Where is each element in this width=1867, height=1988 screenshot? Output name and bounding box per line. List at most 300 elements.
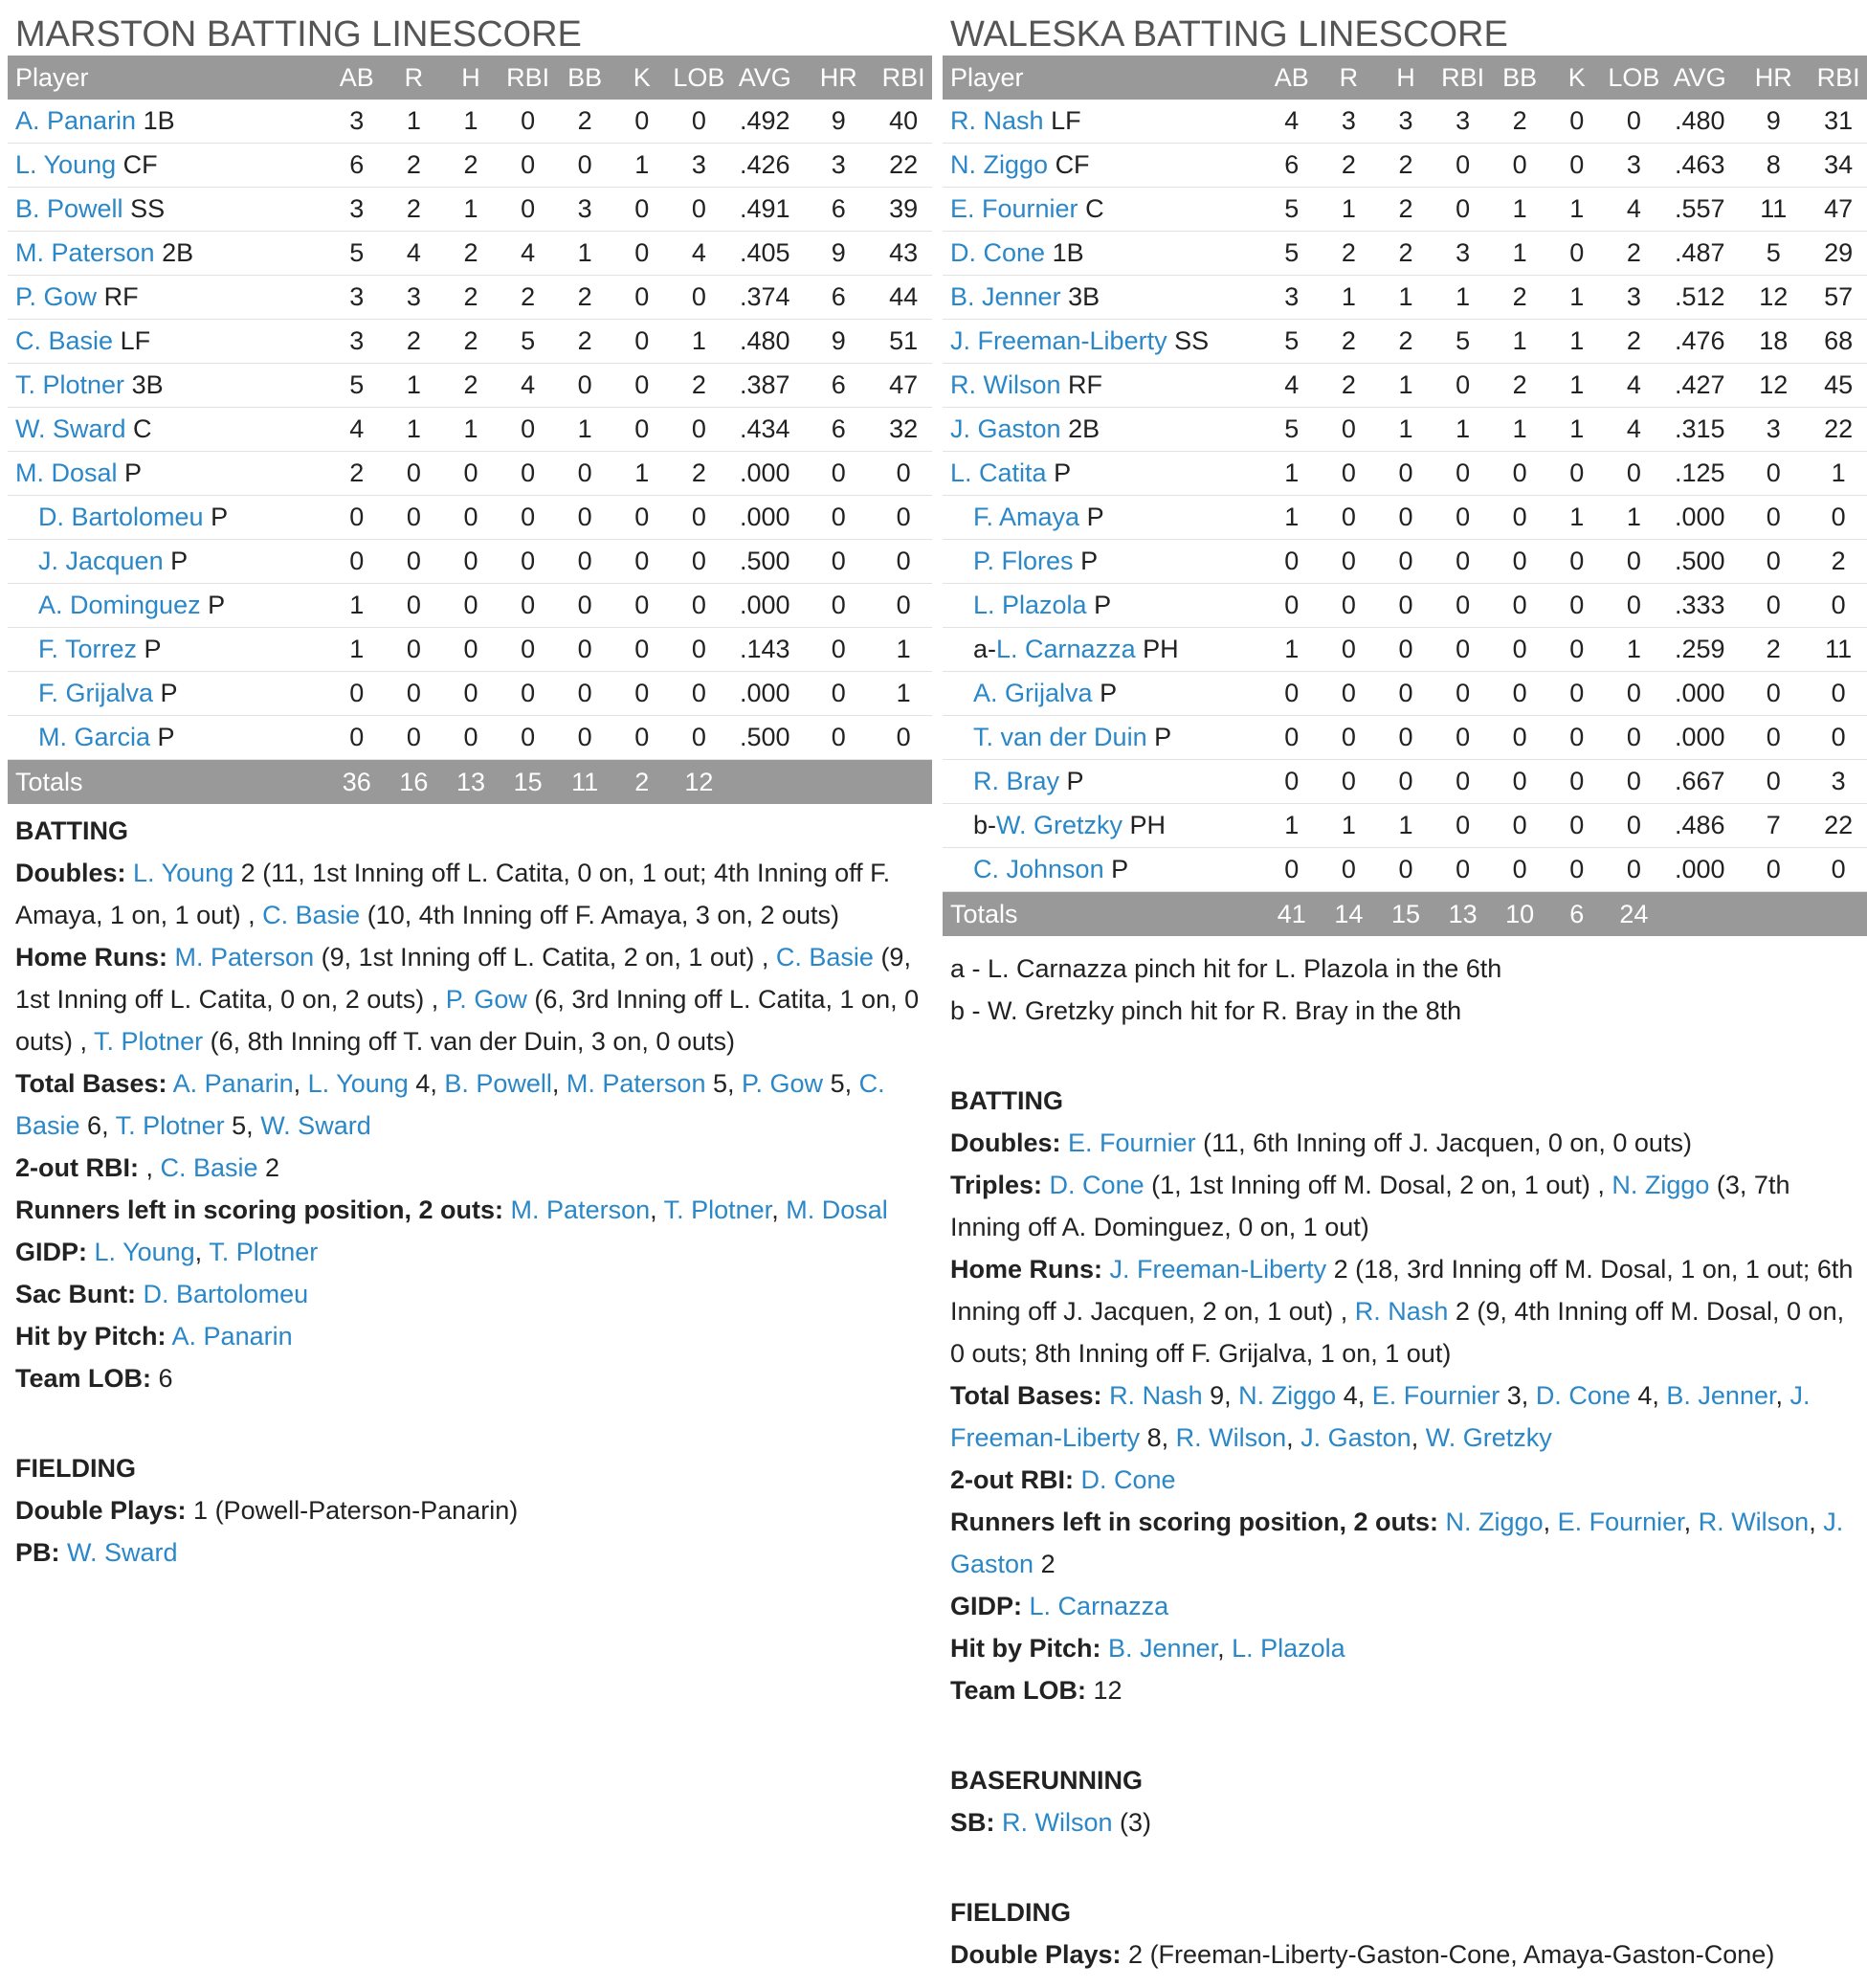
- stat-text: 4,: [1336, 1381, 1372, 1410]
- table-row: [943, 452, 1867, 496]
- player-position: RF: [1068, 370, 1103, 399]
- stat-cell: 0: [1434, 496, 1492, 540]
- player-link[interactable]: N. Ziggo: [1445, 1508, 1544, 1536]
- player-link[interactable]: L. Young: [307, 1069, 409, 1098]
- stat-cell: 5: [1263, 188, 1321, 232]
- batting-linescore-table: [943, 56, 1867, 936]
- stat-cell: 1: [1606, 628, 1663, 672]
- player-link[interactable]: B. Jenner: [1108, 1634, 1218, 1663]
- stat-cell: 4: [1263, 364, 1321, 408]
- stat-cell: .480: [727, 320, 802, 364]
- stat-text: [1042, 1171, 1050, 1199]
- stat-cell: 0: [1377, 716, 1434, 760]
- stat-cell: 9: [802, 232, 875, 276]
- stat-cell: 2: [671, 364, 728, 408]
- stat-cell: 0: [1434, 540, 1492, 584]
- player-cell: [943, 408, 1263, 452]
- stat-cell: 0: [1377, 848, 1434, 892]
- table-row: [943, 144, 1867, 188]
- stat-cell: 0: [1434, 672, 1492, 716]
- table-row: [8, 672, 932, 716]
- player-position: SS: [1174, 326, 1210, 355]
- table-row: [943, 628, 1867, 672]
- stat-text: (9, 1st Inning off L. Catita, 0 on, 2 outs) ,: [15, 943, 911, 1014]
- stat-cell: 0: [613, 320, 671, 364]
- stat-cell: 6: [328, 144, 386, 188]
- stat-cell: 0: [442, 628, 500, 672]
- column-header-r: R: [1321, 56, 1378, 100]
- stat-cell: 0: [671, 584, 728, 628]
- stat-text: ,: [771, 1195, 787, 1224]
- stat-cell: 0: [386, 716, 443, 760]
- stat-text: [60, 1538, 68, 1567]
- player-link[interactable]: E. Fournier: [1068, 1128, 1196, 1157]
- stat-line: [950, 1669, 1859, 1711]
- player-link[interactable]: M. Dosal: [15, 458, 118, 487]
- stat-text: [1102, 1255, 1110, 1284]
- table-row: [8, 452, 932, 496]
- player-link[interactable]: E. Fournier: [950, 194, 1078, 223]
- stat-line: [15, 1489, 924, 1531]
- stat-cell: 40: [875, 100, 932, 144]
- stat-cell: .000: [727, 584, 802, 628]
- stat-cell: 0: [386, 540, 443, 584]
- stat-cell: 2: [442, 320, 500, 364]
- player-cell: [8, 716, 328, 760]
- table-row: [8, 320, 932, 364]
- player-link[interactable]: R. Wilson: [1002, 1808, 1113, 1837]
- stat-cell: 1: [1548, 408, 1606, 452]
- header-row: [8, 56, 932, 100]
- stat-cell: 0: [671, 716, 728, 760]
- player-cell: [943, 276, 1263, 320]
- totals-cell: 2: [613, 760, 671, 805]
- stat-cell: 0: [386, 584, 443, 628]
- player-link[interactable]: F. Grijalva: [38, 679, 154, 707]
- player-link[interactable]: A. Panarin: [172, 1069, 294, 1098]
- player-cell: [943, 628, 1263, 672]
- stat-cell: 0: [802, 452, 875, 496]
- totals-cell: 15: [1377, 892, 1434, 937]
- stat-cell: 1: [613, 452, 671, 496]
- column-header-rbi: RBI: [875, 56, 932, 100]
- player-link[interactable]: W. Gretzky: [1425, 1423, 1552, 1452]
- stat-text: 5,: [224, 1111, 261, 1140]
- player-link[interactable]: J. Jacquen: [38, 547, 164, 575]
- stat-cell: 29: [1810, 232, 1867, 276]
- stat-cell: 0: [671, 100, 728, 144]
- player-link[interactable]: T. Plotner: [94, 1027, 204, 1056]
- stat-cell: 0: [875, 540, 932, 584]
- stat-label: Home Runs:: [950, 1255, 1103, 1284]
- stat-cell: 0: [1548, 232, 1606, 276]
- stat-cell: 0: [1321, 848, 1378, 892]
- stat-cell: 0: [1434, 188, 1492, 232]
- spacer: [950, 1032, 1859, 1074]
- stat-cell: 0: [500, 188, 557, 232]
- stat-line: [950, 1164, 1859, 1248]
- player-link[interactable]: M. Paterson: [174, 943, 315, 972]
- stat-cell: 5: [500, 320, 557, 364]
- stat-cell: 0: [1491, 584, 1548, 628]
- player-position: CF: [1055, 150, 1090, 179]
- player-link[interactable]: L. Plazola: [1232, 1634, 1345, 1663]
- totals-cell: [1662, 892, 1737, 937]
- stat-cell: 4: [500, 364, 557, 408]
- stat-cell: 0: [500, 628, 557, 672]
- stat-text: ,: [1683, 1508, 1699, 1536]
- stat-line: [15, 852, 924, 936]
- stat-cell: 0: [328, 496, 386, 540]
- stat-cell: 6: [1263, 144, 1321, 188]
- player-position: SS: [130, 194, 166, 223]
- stat-cell: 2: [1377, 144, 1434, 188]
- stat-cell: 0: [802, 584, 875, 628]
- stat-cell: 4: [500, 232, 557, 276]
- section-title: BATTING: [15, 816, 128, 845]
- player-cell: [8, 144, 328, 188]
- stat-cell: 0: [1491, 540, 1548, 584]
- stat-cell: 0: [500, 672, 557, 716]
- stat-cell: 0: [671, 408, 728, 452]
- stat-cell: 5: [1263, 408, 1321, 452]
- stat-cell: 5: [328, 364, 386, 408]
- stat-text: 5,: [705, 1069, 742, 1098]
- stat-cell: 0: [1548, 584, 1606, 628]
- marston-column: [8, 0, 932, 1574]
- player-link[interactable]: B. Jenner: [950, 282, 1061, 311]
- stat-cell: 0: [1548, 100, 1606, 144]
- stat-text: [503, 1195, 511, 1224]
- stat-cell: .667: [1662, 760, 1737, 804]
- player-link[interactable]: P. Gow: [445, 985, 527, 1014]
- player-link[interactable]: A. Panarin: [15, 106, 137, 135]
- player-link[interactable]: P. Gow: [742, 1069, 824, 1098]
- stat-cell: 0: [500, 540, 557, 584]
- stat-cell: 2: [1491, 100, 1548, 144]
- stat-cell: 0: [1810, 672, 1867, 716]
- stat-text: [1074, 1465, 1081, 1494]
- stat-text: (9, 1st Inning off L. Catita, 2 on, 1 out) ,: [314, 943, 776, 972]
- stat-cell: 3: [1434, 100, 1492, 144]
- stat-cell: 1: [328, 628, 386, 672]
- player-link[interactable]: T. van der Duin: [973, 723, 1147, 751]
- player-link[interactable]: P. Gow: [15, 282, 98, 311]
- batting-linescore-table: [8, 56, 932, 804]
- stat-label: PB:: [15, 1538, 60, 1567]
- table-row: [8, 364, 932, 408]
- player-link[interactable]: N. Ziggo: [950, 150, 1049, 179]
- stat-cell: 0: [802, 672, 875, 716]
- stat-cell: 1: [1491, 320, 1548, 364]
- player-link[interactable]: W. Sward: [67, 1538, 178, 1567]
- player-link[interactable]: D. Cone: [1049, 1171, 1145, 1199]
- stat-cell: 0: [556, 672, 613, 716]
- stat-cell: 0: [386, 672, 443, 716]
- player-link[interactable]: C. Basie: [15, 1069, 885, 1140]
- stat-cell: 1: [875, 628, 932, 672]
- player-link[interactable]: F. Amaya: [973, 503, 1080, 531]
- stat-cell: 0: [1548, 540, 1606, 584]
- stat-cell: 9: [802, 100, 875, 144]
- player-link[interactable]: E. Fournier: [1557, 1508, 1684, 1536]
- player-cell: [943, 320, 1263, 364]
- player-link[interactable]: R. Wilson: [1175, 1423, 1287, 1452]
- player-link[interactable]: B. Jenner: [1666, 1381, 1776, 1410]
- stat-cell: .000: [1662, 496, 1737, 540]
- player-position: PH: [1129, 811, 1167, 839]
- stat-cell: 0: [1263, 716, 1321, 760]
- stat-cell: 0: [328, 716, 386, 760]
- player-link[interactable]: D. Cone: [1080, 1465, 1176, 1494]
- stat-cell: 0: [500, 408, 557, 452]
- stat-cell: 1: [1548, 320, 1606, 364]
- player-link[interactable]: A. Panarin: [171, 1322, 293, 1351]
- table-row: [8, 496, 932, 540]
- stat-cell: 3: [1434, 232, 1492, 276]
- stat-cell: 0: [802, 716, 875, 760]
- player-cell: [8, 672, 328, 716]
- player-link[interactable]: C. Basie: [775, 943, 874, 972]
- player-link[interactable]: L. Carnazza: [1029, 1592, 1169, 1620]
- stat-cell: 0: [1606, 848, 1663, 892]
- player-link[interactable]: W. Sward: [15, 414, 126, 443]
- player-link[interactable]: J. Gaston: [1300, 1423, 1411, 1452]
- player-link[interactable]: T. Plotner: [15, 370, 125, 399]
- stat-label: Hit by Pitch:: [15, 1322, 167, 1351]
- player-position: C: [133, 414, 152, 443]
- stat-cell: 0: [1434, 848, 1492, 892]
- table-row: [943, 364, 1867, 408]
- stat-cell: 0: [1737, 540, 1810, 584]
- table-row: [8, 100, 932, 144]
- stat-text: [136, 1280, 144, 1308]
- table-row: [943, 716, 1867, 760]
- stat-cell: 8: [1737, 144, 1810, 188]
- stat-cell: 0: [1737, 848, 1810, 892]
- player-link[interactable]: B. Powell: [444, 1069, 552, 1098]
- stat-cell: 0: [802, 540, 875, 584]
- player-cell: [943, 716, 1263, 760]
- stat-cell: 2: [1377, 320, 1434, 364]
- player-link[interactable]: M. Paterson: [15, 238, 155, 267]
- player-link[interactable]: L. Plazola: [973, 591, 1087, 619]
- stat-cell: 0: [442, 716, 500, 760]
- stat-cell: 0: [386, 628, 443, 672]
- player-position: P: [1054, 458, 1072, 487]
- stat-cell: .000: [1662, 848, 1737, 892]
- stat-cell: 0: [1434, 628, 1492, 672]
- stat-cell: 3: [386, 276, 443, 320]
- stat-cell: 1: [671, 320, 728, 364]
- stat-cell: 0: [1810, 716, 1867, 760]
- stat-cell: 0: [442, 452, 500, 496]
- player-link[interactable]: J. Freeman-Liberty: [1109, 1255, 1327, 1284]
- player-link[interactable]: L. Young: [15, 150, 117, 179]
- player-link[interactable]: L. Young: [94, 1238, 195, 1266]
- stat-cell: 1: [442, 188, 500, 232]
- player-link[interactable]: E. Fournier: [1371, 1381, 1500, 1410]
- player-link[interactable]: A. Grijalva: [973, 679, 1093, 707]
- stat-cell: .500: [727, 540, 802, 584]
- player-link[interactable]: D. Bartolomeu: [38, 503, 204, 531]
- player-link[interactable]: R. Wilson: [950, 370, 1061, 399]
- stat-cell: .557: [1662, 188, 1737, 232]
- player-position: P: [157, 723, 175, 751]
- stat-cell: 0: [1263, 672, 1321, 716]
- stat-cell: 0: [1491, 144, 1548, 188]
- stat-cell: 0: [1377, 628, 1434, 672]
- stat-text: ,: [551, 1069, 567, 1098]
- stat-cell: 47: [875, 364, 932, 408]
- team-title: MARSTON BATTING LINESCORE: [15, 14, 582, 55]
- stat-cell: 4: [671, 232, 728, 276]
- stat-cell: 0: [671, 496, 728, 540]
- player-link[interactable]: J. Freeman-Liberty: [950, 326, 1167, 355]
- sub-prefix: b-: [973, 811, 997, 839]
- player-link[interactable]: J. Gaston: [950, 414, 1061, 443]
- player-link[interactable]: D. Cone: [1535, 1381, 1631, 1410]
- stat-cell: 0: [613, 496, 671, 540]
- stat-cell: .486: [1662, 804, 1737, 848]
- player-position: P: [144, 635, 162, 663]
- stat-cell: 1: [1548, 188, 1606, 232]
- player-link[interactable]: J. Gaston: [950, 1508, 1844, 1578]
- player-link[interactable]: W. Gretzky: [996, 811, 1123, 839]
- player-link[interactable]: C. Basie: [262, 901, 361, 929]
- player-link[interactable]: T. Plotner: [115, 1111, 225, 1140]
- stat-text: ,: [650, 1195, 664, 1224]
- stat-text: 2 (9, 4th Inning off M. Dosal, 0 on, 0 outs; 8th Inning off F. Grijalva, 1 on, 1 out): [950, 1297, 1845, 1368]
- player-link[interactable]: F. Torrez: [38, 635, 138, 663]
- player-link[interactable]: C. Johnson: [973, 855, 1104, 883]
- stat-cell: 5: [1737, 232, 1810, 276]
- stat-text: [1438, 1508, 1446, 1536]
- stat-cell: 51: [875, 320, 932, 364]
- player-link[interactable]: D. Bartolomeu: [143, 1280, 309, 1308]
- stat-text: 2 (18, 3rd Inning off M. Dosal, 1 on, 1 out; 6th Inning off J. Jacquen, 2 on, 1 out) ,: [950, 1255, 1854, 1326]
- player-link[interactable]: A. Dominguez: [38, 591, 201, 619]
- table-body: [943, 100, 1867, 936]
- table-row: [943, 188, 1867, 232]
- stat-cell: 0: [1491, 760, 1548, 804]
- stat-text: 6,: [79, 1111, 116, 1140]
- stat-text: [1101, 1634, 1109, 1663]
- player-link[interactable]: L. Catita: [950, 458, 1047, 487]
- player-link[interactable]: J. Freeman-Liberty: [950, 1381, 1811, 1452]
- player-link[interactable]: R. Nash: [950, 106, 1044, 135]
- table-row: [943, 232, 1867, 276]
- game-notes: [943, 1080, 1867, 1976]
- player-link[interactable]: M. Garcia: [38, 723, 151, 751]
- player-link[interactable]: R. Wilson: [1698, 1508, 1810, 1536]
- player-position: LF: [120, 326, 151, 355]
- player-cell: [8, 232, 328, 276]
- player-link[interactable]: M. Paterson: [510, 1195, 651, 1224]
- notes-section-fielding: [8, 1447, 932, 1574]
- stat-label: Doubles:: [950, 1128, 1061, 1157]
- stat-cell: .492: [727, 100, 802, 144]
- totals-cell: 36: [328, 760, 386, 805]
- stat-text: (3, 7th Inning off A. Dominguez, 0 on, 1 out): [950, 1171, 1790, 1241]
- stat-line: [15, 1189, 924, 1231]
- player-link[interactable]: N. Ziggo: [1238, 1381, 1337, 1410]
- stat-cell: 0: [1491, 848, 1548, 892]
- stat-cell: 0: [442, 496, 500, 540]
- stat-line: [950, 1501, 1859, 1585]
- player-position: P: [160, 679, 178, 707]
- player-link[interactable]: M. Dosal: [786, 1195, 888, 1224]
- player-link[interactable]: R. Nash: [1354, 1297, 1449, 1326]
- stat-cell: 0: [1606, 540, 1663, 584]
- stat-cell: 0: [1737, 584, 1810, 628]
- player-link[interactable]: T. Plotner: [663, 1195, 772, 1224]
- player-link[interactable]: D. Cone: [950, 238, 1046, 267]
- stat-text: [167, 943, 175, 972]
- stat-cell: 0: [556, 144, 613, 188]
- totals-cell: 15: [500, 760, 557, 805]
- stat-cell: 0: [1321, 584, 1378, 628]
- stat-cell: 43: [875, 232, 932, 276]
- stat-cell: 0: [1548, 452, 1606, 496]
- stat-cell: 0: [500, 716, 557, 760]
- player-link[interactable]: C. Basie: [160, 1153, 258, 1182]
- stat-cell: .387: [727, 364, 802, 408]
- stat-text: (3): [1112, 1808, 1152, 1837]
- totals-cell: 41: [1263, 892, 1321, 937]
- stat-text: ,: [1775, 1381, 1790, 1410]
- stat-cell: 0: [1737, 716, 1810, 760]
- stat-label: Team LOB:: [950, 1676, 1087, 1705]
- player-link[interactable]: N. Ziggo: [1611, 1171, 1710, 1199]
- player-link[interactable]: C. Basie: [15, 326, 114, 355]
- stat-cell: .333: [1662, 584, 1737, 628]
- player-link[interactable]: B. Powell: [15, 194, 123, 223]
- player-link[interactable]: R. Bray: [973, 767, 1060, 795]
- player-link[interactable]: L. Young: [133, 859, 234, 887]
- player-link[interactable]: P. Flores: [973, 547, 1074, 575]
- stat-cell: 0: [328, 540, 386, 584]
- stat-cell: .491: [727, 188, 802, 232]
- stat-line: [15, 1315, 924, 1357]
- stat-cell: .315: [1662, 408, 1737, 452]
- stat-text: ,: [194, 1238, 210, 1266]
- player-link[interactable]: W. Sward: [260, 1111, 371, 1140]
- column-header-player: Player: [8, 56, 328, 100]
- stat-cell: .374: [727, 276, 802, 320]
- stat-line: [950, 1374, 1859, 1459]
- player-link[interactable]: R. Nash: [1109, 1381, 1203, 1410]
- totals-cell: 6: [1548, 892, 1606, 937]
- stat-label: 2-out RBI:: [15, 1153, 139, 1182]
- totals-cell: [727, 760, 802, 805]
- stat-cell: 0: [671, 188, 728, 232]
- spacer: [943, 1711, 1867, 1753]
- stat-cell: 2: [442, 364, 500, 408]
- stat-cell: 1: [1491, 188, 1548, 232]
- stat-cell: 1: [1321, 804, 1378, 848]
- player-link[interactable]: L. Carnazza: [996, 635, 1136, 663]
- stat-cell: 0: [1606, 672, 1663, 716]
- stat-cell: 31: [1810, 100, 1867, 144]
- player-link[interactable]: T. Plotner: [209, 1238, 319, 1266]
- player-link[interactable]: M. Paterson: [566, 1069, 706, 1098]
- stat-cell: 5: [1263, 232, 1321, 276]
- stat-label: GIDP:: [950, 1592, 1023, 1620]
- stat-cell: 1: [1548, 364, 1606, 408]
- stat-cell: 2: [1321, 364, 1378, 408]
- stat-cell: 0: [1548, 716, 1606, 760]
